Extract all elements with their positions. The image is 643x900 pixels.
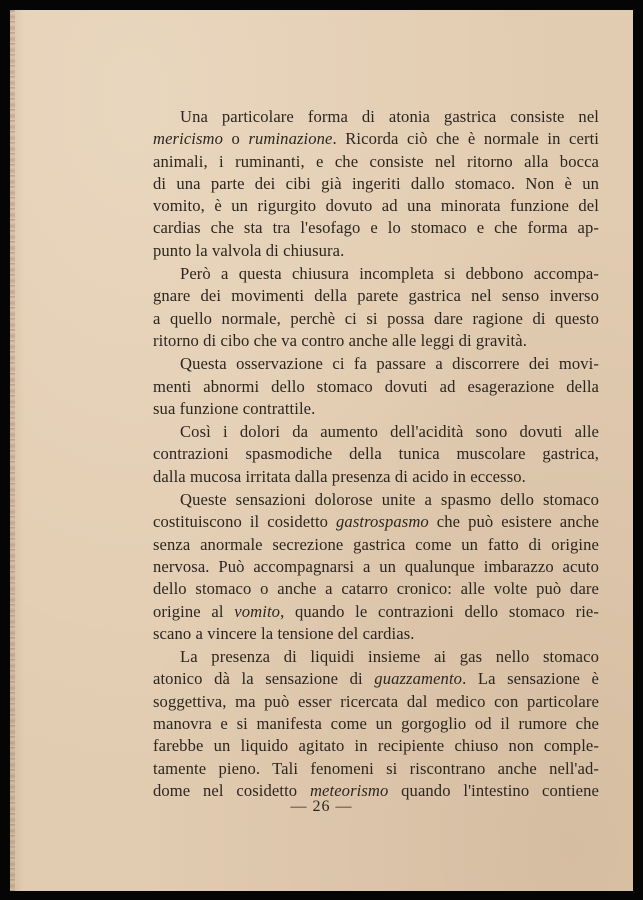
text-run: a quello normale, perchè ci si possa dare ragione di questo [153,308,599,328]
text-run: punto la valvola di chiusura. [153,240,345,260]
text-line [153,691,599,713]
text-run: Questa osservazione ci fa passare a discorrere dei movi- [180,354,599,374]
text-line [153,240,599,262]
italic-term: mericismo [153,129,224,149]
text-line [153,285,599,307]
text-line [153,173,599,195]
paragraph [153,646,599,802]
text-run: senza anormale secrezione gastrica come un fatto di origine [153,534,599,554]
text-run: animali, i ruminanti, e che consiste nel ritorno alla bocca [153,151,599,171]
text-run: nervosa. Può accompagnarsi a un qualunque imbarazzo acuto [153,556,599,576]
text-line [153,668,599,690]
text-run: scano a vincere la tensione del cardias. [153,623,415,643]
text-run: atonico dà la sensazione di [153,669,375,689]
text-line [153,106,599,128]
text-run: manovra e si manifesta come un gorgoglio od il rumore che [153,714,599,734]
text-line [153,330,599,352]
text-line [153,398,599,420]
text-run: di una parte dei cibi già ingeriti dallo stomaco. Non è un [153,173,599,193]
text-run: tamente pieno. Tali fenomeni si riscontrano anche nell'ad- [153,758,599,778]
body-text [153,106,599,802]
text-run: menti abnormi dello stomaco dovuti ad esagerazione della [153,376,599,396]
text-line [153,713,599,735]
text-run: farebbe un liquido agitato in recipiente chiuso non comple- [153,736,599,756]
text-line [153,735,599,757]
paragraph [153,106,599,262]
page-number: — 26 — [290,798,353,815]
text-run: ritorno di cibo che va contro anche alle leggi di gravità. [153,330,527,350]
text-run: . La sensazione è [462,669,599,689]
text-line [153,151,599,173]
text-line [153,376,599,398]
text-run: La presenza di liquidi insieme ai gas nello stomaco [180,647,599,667]
text-run: dalla mucosa irritata dalla presenza di acido in eccesso. [153,466,526,486]
paragraph [153,421,599,488]
text-run: Così i dolori da aumento dell'acidità sono dovuti alle [180,422,599,442]
book-page [10,10,633,891]
paragraph [153,263,599,352]
text-line [153,128,599,150]
text-run: contrazioni spasmodiche della tunica muscolare gastrica, [153,444,599,464]
text-run: sua funzione contrattile. [153,398,316,418]
text-line [153,511,599,533]
text-run: , quando le contrazioni dello stomaco rie- [280,601,600,621]
text-run: o [223,129,249,149]
text-run: dome nel cosidetto [153,780,310,800]
text-run: cardias che sta tra l'esofago e lo stomaco e che forma ap- [153,218,599,238]
text-run: costituiscono il cosidetto [153,512,337,532]
text-run: Però a questa chiusura incompleta si debbono accompa- [180,264,599,284]
text-run: origine al [153,601,235,621]
text-line [153,534,599,556]
italic-term: vomito [234,601,281,621]
text-run: Queste sensazioni dolorose unite a spasmo dello stomaco [180,490,599,510]
italic-term: guazzamento [374,669,463,689]
text-line [153,353,599,375]
text-run: dello stomaco o anche a catarro cronico: alle volte può dare [153,579,599,599]
text-run: vomito, è un rigurgito dovuto ad una minorata funzione del [153,196,599,216]
italic-term: gastrospasmo [336,512,429,532]
text-line [153,623,599,645]
text-run: Una particolare forma di atonia gastrica consiste nel [180,107,599,126]
paragraph [153,353,599,420]
text-line [153,556,599,578]
text-run: che può esistere anche [428,512,599,532]
text-line [153,195,599,217]
text-line [153,443,599,465]
text-line [153,758,599,780]
page-gutter-edge [10,10,15,891]
text-run: quando l'intestino contiene [388,780,599,800]
text-line [153,263,599,285]
text-line [153,489,599,511]
text-run: gnare dei movimenti della parete gastrica nel senso inverso [153,286,599,306]
italic-term: ruminazione [248,129,333,149]
italic-term: meteorismo [309,780,389,800]
text-run: soggettiva, ma può esser ricercata dal medico con particolare [153,691,599,711]
paragraph [153,489,599,645]
text-line [153,308,599,330]
text-line [153,217,599,239]
text-line [153,601,599,623]
text-line [153,578,599,600]
text-run: . Ricorda ciò che è normale in certi [332,129,599,149]
text-line [153,421,599,443]
text-line [153,646,599,668]
text-line [153,466,599,488]
